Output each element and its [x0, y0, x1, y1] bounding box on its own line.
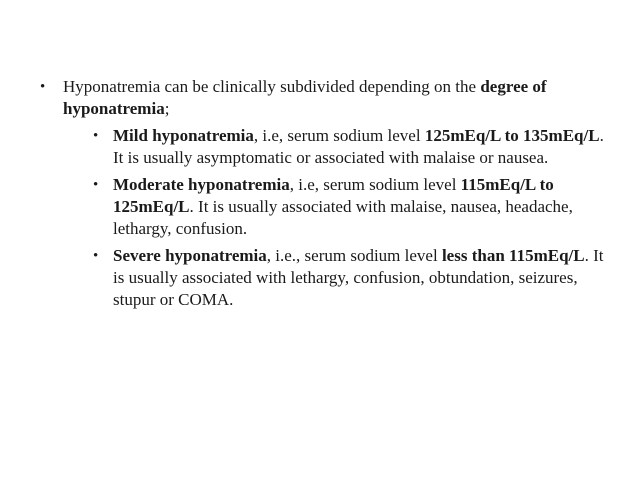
- sub-bullet-list: [63, 125, 610, 311]
- bullet-dot-icon: •: [93, 128, 99, 144]
- sub-bullet-bold-2: less than 115mEq/L: [441, 246, 585, 265]
- bullet-dot-icon: •: [93, 177, 99, 193]
- sub-bullet-text-2: . It is usually asymptomatic or associated with malaise or nausea.: [113, 126, 604, 167]
- sub-bullet-text-2: . It is usually associated with malaise, nausea, headache, lethargy, confusion.: [113, 197, 573, 238]
- main-bullet-bold-1: degree of hyponatremia: [63, 77, 547, 118]
- sub-bullet-severe: [93, 245, 610, 311]
- sub-bullet-text-1: , i.e, serum sodium level: [253, 126, 425, 145]
- bullet-dot-icon: •: [40, 79, 46, 95]
- sub-bullet-mild: [93, 125, 610, 169]
- slide-body: [40, 76, 610, 311]
- sub-bullet-bold-2: 115mEq/L to 125mEq/L: [113, 175, 554, 216]
- sub-bullet-text-1: , i.e., serum sodium level: [266, 246, 442, 265]
- sub-bullet-bold-1: Severe hyponatremia: [113, 246, 267, 265]
- main-bullet-text-1: Hyponatremia can be clinically subdivided depending on the: [63, 77, 481, 96]
- sub-bullet-bold-1: Mild hyponatremia: [113, 126, 254, 145]
- sub-bullet-bold-1: Moderate hyponatremia: [113, 175, 290, 194]
- sub-bullet-text-1: , i.e, serum sodium level: [289, 175, 461, 194]
- main-bullet-text-2: ;: [164, 99, 170, 118]
- sub-bullet-moderate: [93, 174, 610, 240]
- main-bullet: [40, 76, 610, 311]
- sub-bullet-text-2: . It is usually associated with lethargy, confusion, obtundation, seizures, stupur or COMA.: [113, 246, 604, 309]
- bullet-dot-icon: •: [93, 248, 99, 264]
- sub-bullet-bold-2: 125mEq/L to 135mEq/L: [424, 126, 600, 145]
